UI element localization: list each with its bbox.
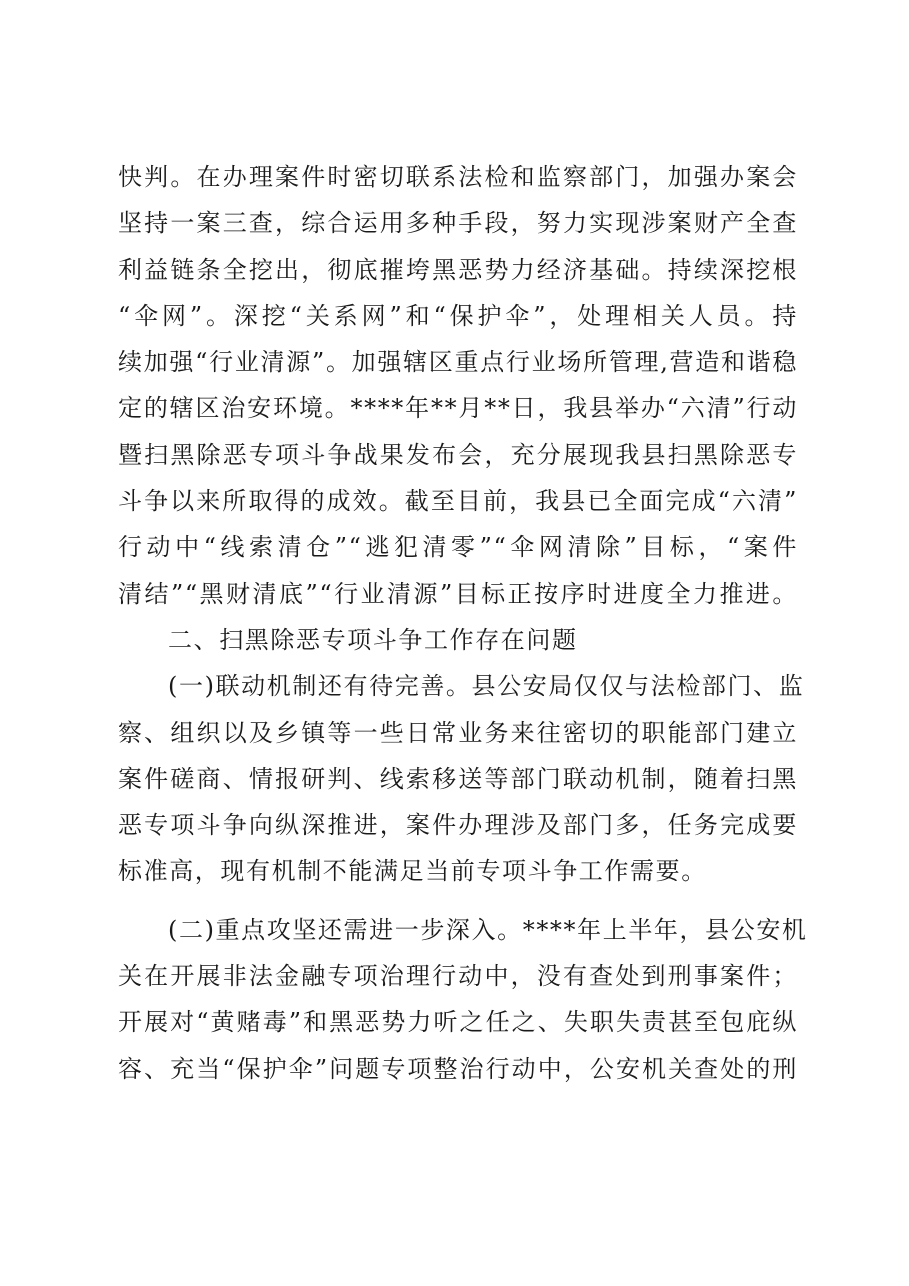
text-line: 行动中“线索清仓”“逃犯清零”“伞网清除”目标，“案件 [118,533,798,562]
text-line: 开展对“黄赌毒”和黑恶势力听之任之、失职失责甚至包庇纵 [118,1008,798,1037]
text-line: 快判。在办理案件时密切联系法检和监察部门，加强办案会 [118,163,798,191]
paragraph-continuation [118,154,798,617]
text-line: (一)联动机制还有待完善。县公安局仅仅与法检部门、监 [168,672,805,701]
document-body [118,154,808,1092]
section-heading: 二、扫黑除恶专项斗争工作存在问题 [168,625,578,654]
text-line: 斗争以来所取得的成效。截至目前，我县已全面完成“六清” [118,487,798,516]
text-line: 关在开展非法金融专项治理行动中，没有查处到刑事案件； [118,962,798,991]
text-line: 续加强“行业清源”。加强辖区重点行业场所管理,营造和谐稳 [118,348,798,377]
text-line: 清结”“黑财清底”“行业清源”目标正按序时进度全力推进。 [118,579,798,608]
text-line: 暨扫黑除恶专项斗争战果发布会，充分展现我县扫黑除恶专 [118,440,798,469]
text-line: 案件磋商、情报研判、线索移送等部门联动机制，随着扫黑 [118,764,798,793]
text-line: 察、组织以及乡镇等一些日常业务来往密切的职能部门建立 [118,718,798,747]
text-line: (二)重点攻坚还需进一步深入。****年上半年，县公安机 [168,915,808,944]
paragraph-linkage-mechanism [118,663,805,894]
paragraph-key-tasks [118,907,808,1092]
text-line: 恶专项斗争向纵深推进，案件办理涉及部门多，任务完成要 [118,811,798,840]
text-line: “伞网”。深挖“关系网”和“保护伞”，处理相关人员。持 [118,301,798,330]
text-line: 容、充当“保护伞”问题专项整治行动中，公安机关查处的刑 [118,1054,798,1083]
text-line: 标准高，现有机制不能满足当前专项斗争工作需要。 [118,857,707,886]
paragraph-spacer [118,895,798,907]
text-line: 利益链条全挖出，彻底摧垮黑恶势力经济基础。持续深挖根 [118,255,798,284]
text-line: 定的辖区治安环境。****年**月**日，我县举办“六清”行动 [118,394,798,423]
text-line: 坚持一案三查，综合运用多种手段，努力实现涉案财产全查 [118,209,798,238]
